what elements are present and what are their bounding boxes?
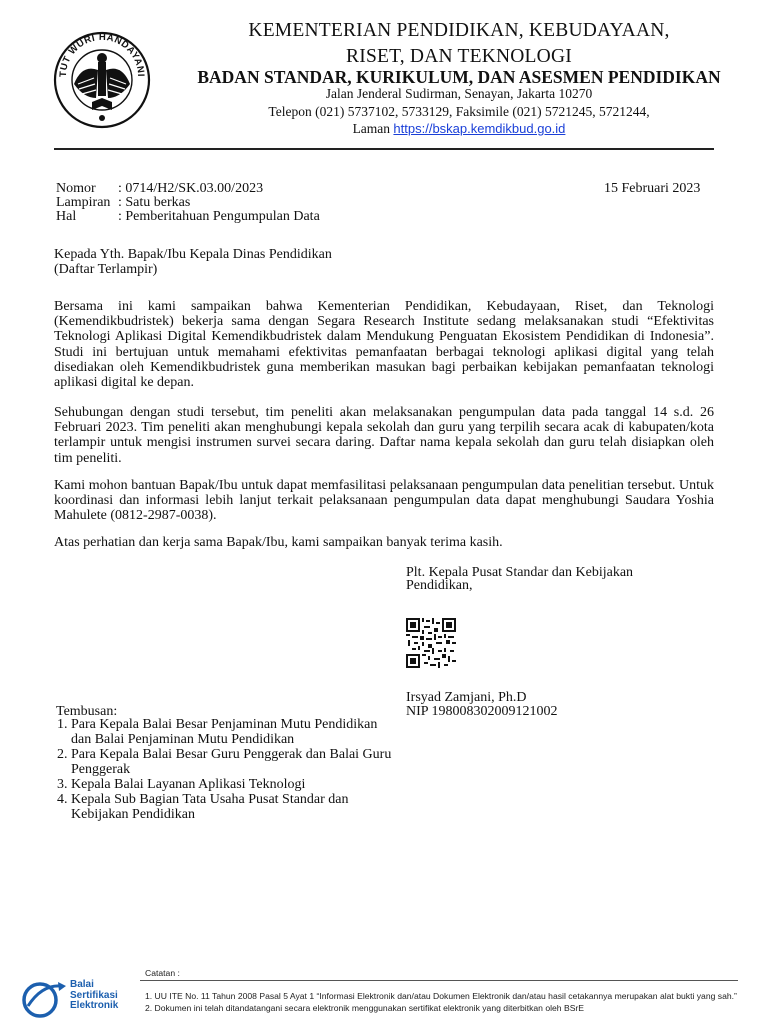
bse-line2: Sertifikasi — [70, 989, 118, 1001]
tembusan-item: 2. Para Kepala Balai Besar Guru Penggerak dan Balai Guru Penggerak — [71, 747, 396, 777]
tembusan-item: 4. Kepala Sub Bagian Tata Usaha Pusat Standar dan Kebijakan Pendidikan — [71, 792, 396, 822]
bse-logo — [22, 978, 68, 1018]
body-paragraph-2: Sehubungan dengan studi tersebut, tim peneliti akan melaksanakan pengumpulan data pada tanggal 14 s.d. 26 Februari 2023. Tim peneliti akan menghubungi kepala sekolah dan guru yang terpilih secara acak di kabupaten/kota terlampir untuk mengisi instrumen survei secara daring. Daftar nama kepala sekolah dan guru telah disiapkan oleh tim peneliti. — [54, 405, 714, 466]
letterhead-ministry-line2: RISET, DAN TEKNOLOGI — [346, 46, 572, 67]
nomor-value: : 0714/H2/SK.03.00/2023 — [118, 181, 264, 196]
qr-code-signature[interactable] — [406, 618, 456, 668]
letterhead-web — [150, 120, 768, 137]
signatory-name: Irsyad Zamjani, Ph.D — [406, 690, 527, 705]
footer-note-1: 1. UU ITE No. 11 Tahun 2008 Pasal 5 Ayat 1 “Informasi Elektronik dan/atau Dokumen Elektronik dan/atau hasil cetakannya merupakan alat bukti yang sah.” — [145, 991, 737, 1001]
body-paragraph-4: Atas perhatian dan kerja sama Bapak/Ibu, kami sampaikan banyak terima kasih. — [54, 535, 503, 550]
website-link[interactable]: https://bskap.kemdikbud.go.id — [393, 121, 566, 136]
bse-label — [70, 980, 118, 1012]
lampiran-label: Lampiran — [56, 195, 111, 210]
body-paragraph-3: Kami mohon bantuan Bapak/Ibu untuk dapat memfasilitasi pelaksanaan pengumpulan data penelitian tersebut. Untuk koordinasi dan informasi lebih lanjut terkait pelaksanaan pengumpulan data dapat menghubungi Saudara Yoshia Mahulete (0812-2987-0038). — [54, 478, 714, 524]
signatory-title-line2: Pendidikan, — [406, 578, 473, 593]
footer-divider — [140, 980, 738, 981]
footer-note-2: 2. Dokumen ini telah ditandatangani secara elektronik menggunakan sertifikat elektronik yang diterbitkan oleh BSrE — [145, 1003, 585, 1013]
letterhead-divider — [54, 148, 714, 150]
letter-date: 15 Februari 2023 — [604, 181, 701, 196]
bse-line1: Balai — [70, 979, 94, 990]
body-paragraph-1: Bersama ini kami sampaikan bahwa Kementerian Pendidikan, Kebudayaan, Riset, dan Teknologi (Kemendikbudristek) bekerja sama dengan Segara Research Institute sedang melaksanakan studi “Efektivitas Teknologi Aplikasi Digital Kemendikbudristek dalam Mendukung Penguatan Ekosistem Pendidikan di Indonesia”. Studi ini bertujuan untuk memahami efektivitas pemanfaatan berbagai teknologi aplikasi digital yang telah disediakan oleh Kemendikbudristek guna memberikan masukan bagi perbaikan kebijakan pemanfaatan teknologi aplikasi digital ke depan. — [54, 299, 714, 391]
letterhead-phone: Telepon (021) 5737102, 5733129, Faksimile (021) 5721245, 5721244, — [268, 104, 650, 119]
lampiran-value: : Satu berkas — [118, 195, 191, 210]
letterhead-address: Jalan Jenderal Sudirman, Senayan, Jakarta 10270 — [325, 86, 593, 101]
tembusan-list — [56, 717, 396, 822]
signatory-nip: NIP 198008302009121002 — [406, 704, 558, 719]
tembusan-item: 3. Kepala Balai Layanan Aplikasi Teknologi — [71, 777, 396, 792]
recipient-line2: (Daftar Terlampir) — [54, 262, 158, 277]
web-label: Laman — [352, 121, 391, 136]
recipient-line1: Kepada Yth. Bapak/Ibu Kepala Dinas Pendidikan — [54, 247, 332, 262]
footer-catatan-label: Catatan : — [145, 968, 180, 978]
letterhead-agency: BADAN STANDAR, KURIKULUM, DAN ASESMEN PENDIDIKAN — [197, 67, 721, 87]
svg-text:TUT WURI HANDAYANI: TUT WURI HANDAYANI — [57, 31, 147, 78]
hal-value: : Pemberitahuan Pengumpulan Data — [118, 209, 320, 224]
signatory-title-line1: Plt. Kepala Pusat Standar dan Kebijakan — [406, 565, 634, 580]
letterhead-ministry-line1: KEMENTERIAN PENDIDIKAN, KEBUDAYAAN, — [248, 20, 670, 41]
hal-label: Hal — [56, 209, 77, 224]
tembusan-label: Tembusan: — [56, 704, 118, 719]
bse-line3: Elektronik — [70, 1000, 119, 1011]
tut-wuri-handayani-logo — [52, 14, 152, 154]
nomor-label: Nomor — [56, 181, 96, 196]
tembusan-item: 1. Para Kepala Balai Besar Penjaminan Mutu Pendidikan dan Balai Penjaminan Mutu Pendidikan — [71, 717, 396, 747]
